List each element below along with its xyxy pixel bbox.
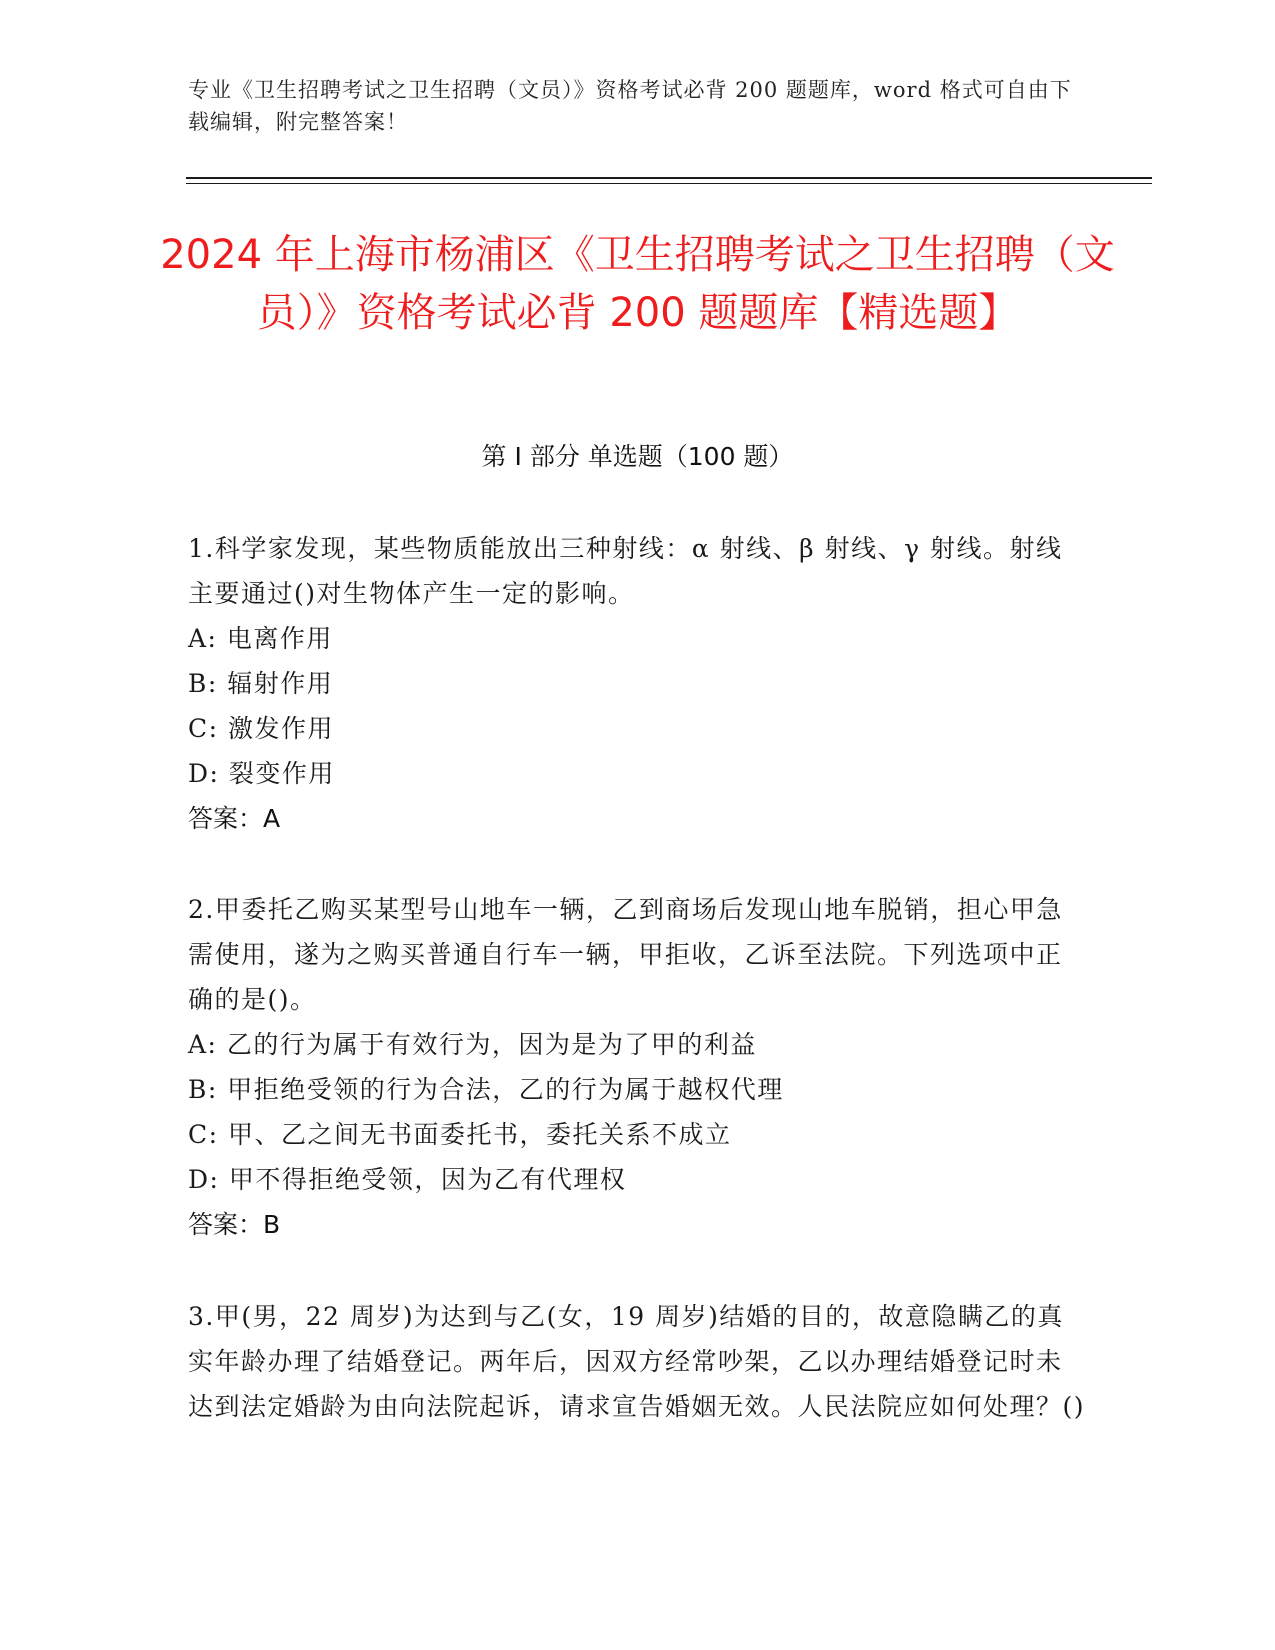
header-divider-thin: [186, 183, 1152, 184]
option-c: C: 甲、乙之间无书面委托书，委托关系不成立: [188, 1120, 732, 1149]
header-divider-thick: [186, 177, 1152, 179]
answer: 答案：A: [188, 804, 281, 833]
question-3: [188, 1294, 1088, 1429]
question-stem: 1.科学家发现，某些物质能放出三种射线：α 射线、β 射线、γ 射线。射线主要通过()对生物体产生一定的影响。: [188, 534, 1063, 608]
option-c: C: 激发作用: [188, 714, 334, 743]
section-heading: 第 I 部分 单选题（100 题）: [481, 442, 794, 471]
question-stem: 3.甲(男，22 周岁)为达到与乙(女，19 周岁)结婚的目的，故意隐瞒乙的真实年龄办理了结婚登记。两年后，因双方经常吵架，乙以办理结婚登记时未达到法定婚龄为由向法院起诉，请求宣告婚姻无效。人民法院应如何处理？(): [188, 1302, 1086, 1421]
header-note: 专业《卫生招聘考试之卫生招聘（文员）》资格考试必背 200 题题库，word 格式可自由下载编辑，附完整答案！: [188, 78, 1072, 134]
answer: 答案：B: [188, 1210, 281, 1239]
option-b: B: 辐射作用: [188, 669, 334, 698]
document-title: 2024 年上海市杨浦区《卫生招聘考试之卫生招聘（文员）》资格考试必背 200 题题库【精选题】: [160, 232, 1115, 336]
option-d: D: 甲不得拒绝受领，因为乙有代理权: [188, 1165, 627, 1194]
question-1: [188, 526, 1088, 841]
option-a: A: 乙的行为属于有效行为，因为是为了甲的利益: [188, 1030, 757, 1059]
question-2: [188, 887, 1088, 1247]
question-stem: 2.甲委托乙购买某型号山地车一辆，乙到商场后发现山地车脱销，担心甲急需使用，遂为之购买普通自行车一辆，甲拒收，乙诉至法院。下列选项中正确的是()。: [188, 895, 1063, 1014]
option-b: B: 甲拒绝受领的行为合法，乙的行为属于越权代理: [188, 1075, 784, 1104]
option-d: D: 裂变作用: [188, 759, 335, 788]
option-a: A: 电离作用: [188, 624, 333, 653]
